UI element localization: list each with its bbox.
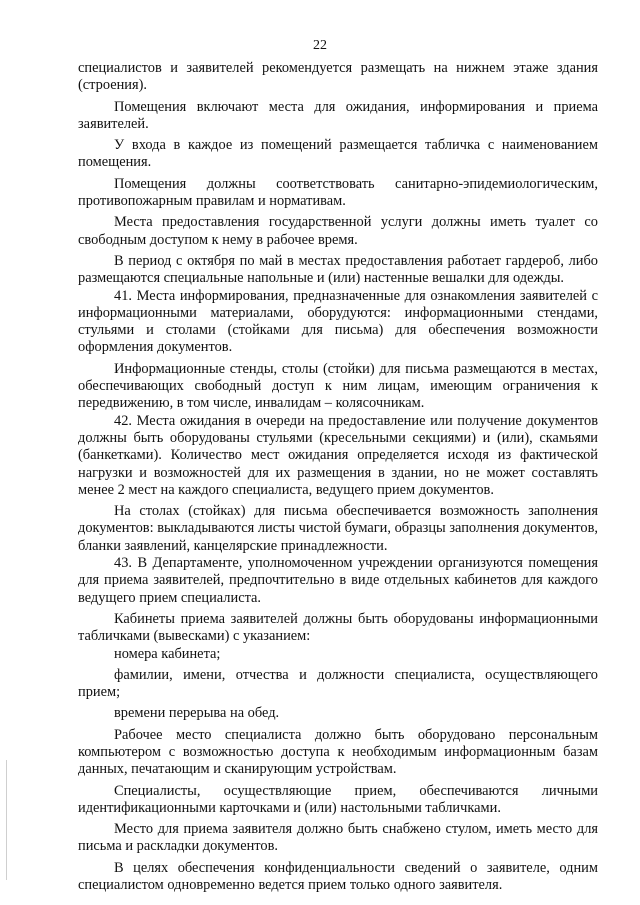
list-item-lunch-break: времени перерыва на обед. bbox=[114, 705, 280, 722]
paragraph-id-cards: Специалисты, осуществляющие прием, обеспечиваются личными идентификационными карточками и (или) настольными табличками. bbox=[78, 782, 598, 816]
paragraph-applicant-seat: Место для приема заявителя должно быть снабжено стулом, иметь место для письма и раскладки документов. bbox=[78, 821, 598, 855]
document-body bbox=[78, 60, 598, 894]
paragraph-item-41: 41. Места информирования, предназначенные для ознакомления заявителей с информационными материалами, оборудуются: информационными стендами, стульями и столами (стойками для письма) для обеспечения возможности оформления документов. bbox=[78, 287, 598, 356]
scan-margin-line bbox=[6, 760, 7, 880]
list-item-room-number: номера кабинета; bbox=[114, 645, 221, 662]
paragraph-continuation: специалистов и заявителей рекомендуется размещать на нижнем этаже здания (строения). bbox=[78, 60, 598, 94]
paragraph-item-42: 42. Места ожидания в очереди на предоставление или получение документов должны быть оборудованы стульями (кресельными секциями) и (или), скамьями (банкетками). Количество мест ожидания определяется исходя из фактической нагрузки и возможностей для их размещения в здании, но не может составлять менее 2 мест на каждого специалиста, ведущего прием документов. bbox=[78, 412, 598, 498]
page-number: 22 bbox=[313, 38, 327, 53]
paragraph-workplace: Рабочее место специалиста должно быть оборудовано персональным компьютером с возможностью доступа к необходимым информационным базам данных, печатающим и сканирующим устройствам. bbox=[78, 726, 598, 778]
paragraph-item-43: 43. В Департаменте, уполномоченном учреждении организуются помещения для приема заявителей, предпочтительно в виде отдельных кабинетов для каждого ведущего прием специалиста. bbox=[78, 555, 598, 606]
paragraph-sanitary-rules: Помещения должны соответствовать санитарно-эпидемиологическим, противопожарным правилам и нормативам. bbox=[78, 175, 598, 210]
list-item-specialist-name: фамилии, имени, отчества и должности специалиста, осуществляющего прием; bbox=[78, 666, 598, 701]
paragraph-writing-desks: На столах (стойках) для письма обеспечивается возможность заполнения документов: выкладываются листы чистой бумаги, образцы заполнения документов, бланки заявлений, канцелярские принадлежности. bbox=[78, 503, 598, 554]
paragraph-confidentiality: В целях обеспечения конфиденциальности сведений о заявителе, одним специалистом одновременно ведется прием только одного заявителя. bbox=[78, 859, 598, 894]
paragraph-info-stands: Информационные стенды, столы (стойки) для письма размещаются в местах, обеспечивающих свободный доступ к ним лицам, имеющим ограничения к передвижению, в том числе, инвалидам – колясочникам. bbox=[78, 360, 598, 412]
paragraph-office-signs: Кабинеты приема заявителей должны быть оборудованы информационными табличками (вывесками) с указанием: bbox=[78, 610, 598, 645]
paragraph-cloakroom: В период с октября по май в местах предоставления работает гардероб, либо размещаются специальные напольные и (или) настенные вешалки для одежды. bbox=[78, 252, 598, 287]
paragraph-entrance-sign: У входа в каждое из помещений размещается табличка с наименованием помещения. bbox=[78, 137, 598, 171]
paragraph-toilet: Места предоставления государственной услуги должны иметь туалет со свободным доступом к нему в рабочее время. bbox=[78, 214, 598, 248]
paragraph-premises: Помещения включают места для ожидания, информирования и приема заявителей. bbox=[78, 98, 598, 132]
